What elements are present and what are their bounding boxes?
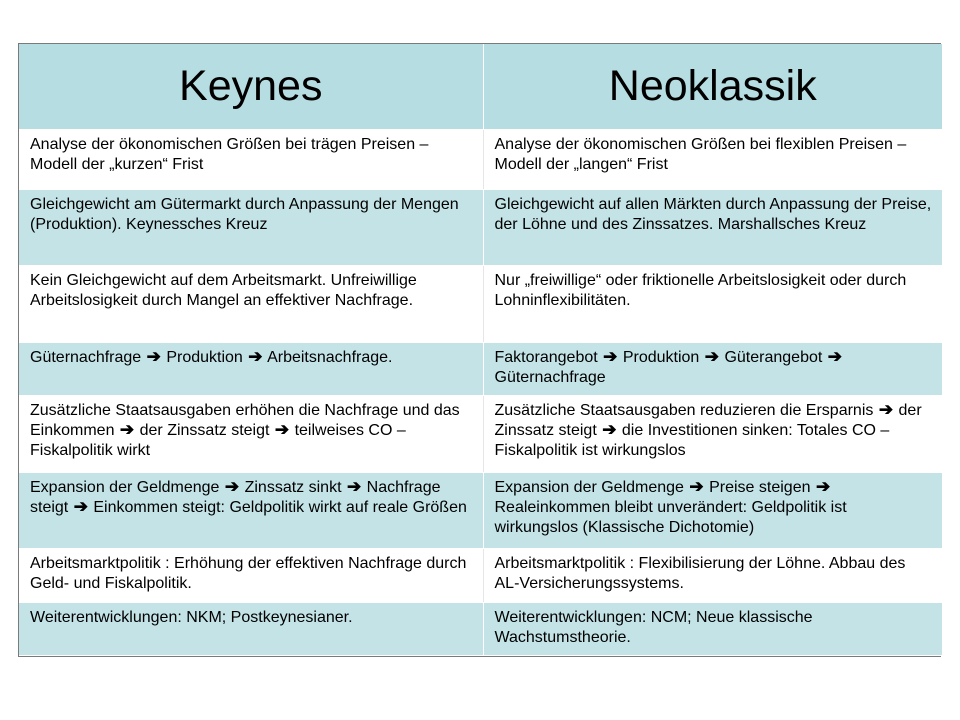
cell-text: Weiterentwicklungen: NCM; Neue klassische Wachstumstheorie.	[494, 608, 813, 646]
arrow-right-icon: ➔	[73, 496, 88, 516]
cell-text: Arbeitsnachfrage.	[263, 348, 393, 366]
arrow-right-icon: ➔	[274, 420, 290, 440]
table-row	[19, 549, 942, 602]
cell-text: Kein Gleichgewicht auf dem Arbeitsmarkt. Unfreiwillige Arbeitslosigkeit durch Mangel an effektiver Nachfrage.	[30, 272, 417, 310]
cell-keynes	[19, 189, 483, 266]
cell-keynes	[19, 396, 483, 473]
cell-text: Produktion	[618, 348, 704, 366]
arrow-right-icon: ➔	[815, 476, 831, 496]
cell-text: Arbeitsmarktpolitik : Flexibilisierung der Löhne. Abbau des AL-Versicherungssystems.	[494, 555, 906, 593]
cell-text: der Zinssatz steigt	[494, 402, 922, 440]
cell-text: Zusätzliche Staatsausgaben reduzieren die Ersparnis	[494, 402, 878, 420]
table-row	[19, 342, 942, 395]
cell-text: Arbeitsmarktpolitik : Erhöhung der effektiven Nachfrage durch Geld- und Fiskalpolitik.	[30, 555, 467, 593]
cell-text: Güternachfrage	[30, 348, 146, 366]
cell-keynes	[19, 472, 483, 549]
cell-keynes	[19, 602, 483, 655]
arrow-right-icon: ➔	[602, 420, 617, 440]
arrow-right-icon: ➔	[878, 400, 894, 420]
cell-keynes	[19, 549, 483, 602]
cell-text: Nachfrage steigt	[30, 478, 441, 516]
header-neoklassik: Neoklassik	[483, 44, 942, 130]
arrow-right-icon: ➔	[146, 346, 161, 366]
cell-neoklassik	[483, 189, 942, 266]
arrow-right-icon: ➔	[704, 346, 720, 366]
table-row	[19, 189, 942, 266]
cell-text: Nur „freiwillige“ oder friktionelle Arbeitslosigkeit oder durch Lohninflexibilitäten.	[494, 272, 907, 310]
table-row	[19, 602, 942, 655]
cell-text: Produktion	[161, 348, 248, 366]
cell-neoklassik	[483, 266, 942, 343]
keynes-neoklassik-table	[19, 44, 942, 656]
cell-text: teilweises CO – Fiskalpolitik wirkt	[30, 422, 406, 460]
cell-text: Analyse der ökonomischen Größen bei flexiblen Preisen – Modell der „langen“ Frist	[494, 136, 907, 173]
arrow-right-icon: ➔	[346, 476, 362, 496]
cell-text: Zinssatz sinkt	[240, 478, 346, 496]
header-row	[19, 44, 942, 130]
cell-text: Zusätzliche Staatsausgaben erhöhen die Nachfrage und das Einkommen	[30, 402, 460, 440]
cell-text: Expansion der Geldmenge	[30, 478, 224, 496]
cell-keynes	[19, 266, 483, 343]
table-row	[19, 472, 942, 549]
cell-text: Güterangebot	[720, 348, 827, 366]
cell-text: Analyse der ökonomischen Größen bei trägen Preisen – Modell der „kurzen“ Frist	[30, 136, 429, 173]
table-row	[19, 266, 942, 343]
table-row	[19, 396, 942, 473]
arrow-right-icon: ➔	[827, 346, 843, 366]
header-keynes: Keynes	[19, 44, 483, 130]
cell-text: die Investitionen sinken: Totales CO – Fiskalpolitik ist wirkungslos	[494, 422, 890, 460]
cell-text: der Zinssatz steigt	[135, 422, 274, 440]
cell-neoklassik	[483, 342, 942, 395]
cell-text: Realeinkommen bleibt unverändert: Geldpolitik ist wirkungslos (Klassische Dichotomie)	[494, 498, 847, 536]
cell-neoklassik	[483, 130, 942, 190]
arrow-right-icon: ➔	[224, 476, 240, 496]
cell-text: Güternachfrage	[494, 368, 606, 386]
cell-neoklassik	[483, 549, 942, 602]
arrow-right-icon: ➔	[119, 420, 135, 440]
cell-text: Einkommen steigt: Geldpolitik wirkt auf reale Größen	[88, 498, 467, 516]
cell-text: Faktorangebot	[494, 348, 603, 366]
arrow-right-icon: ➔	[689, 476, 704, 496]
arrow-right-icon: ➔	[603, 346, 618, 366]
cell-text: Weiterentwicklungen: NKM; Postkeynesianer.	[30, 608, 353, 626]
cell-keynes	[19, 130, 483, 190]
cell-neoklassik	[483, 602, 942, 655]
cell-text: Gleichgewicht am Gütermarkt durch Anpassung der Mengen (Produktion). Keynessches Kreuz	[30, 195, 459, 233]
cell-text: Gleichgewicht auf allen Märkten durch Anpassung der Preise, der Löhne und des Zinssatzes. Marshallsches Kreuz	[494, 195, 932, 233]
cell-text: Expansion der Geldmenge	[494, 478, 689, 496]
cell-neoklassik	[483, 396, 942, 473]
cell-neoklassik	[483, 472, 942, 549]
table-row	[19, 130, 942, 190]
cell-keynes	[19, 342, 483, 395]
table-body	[19, 130, 942, 656]
cell-text: Preise steigen	[704, 478, 815, 496]
arrow-right-icon: ➔	[248, 346, 263, 366]
comparison-table	[18, 43, 941, 657]
